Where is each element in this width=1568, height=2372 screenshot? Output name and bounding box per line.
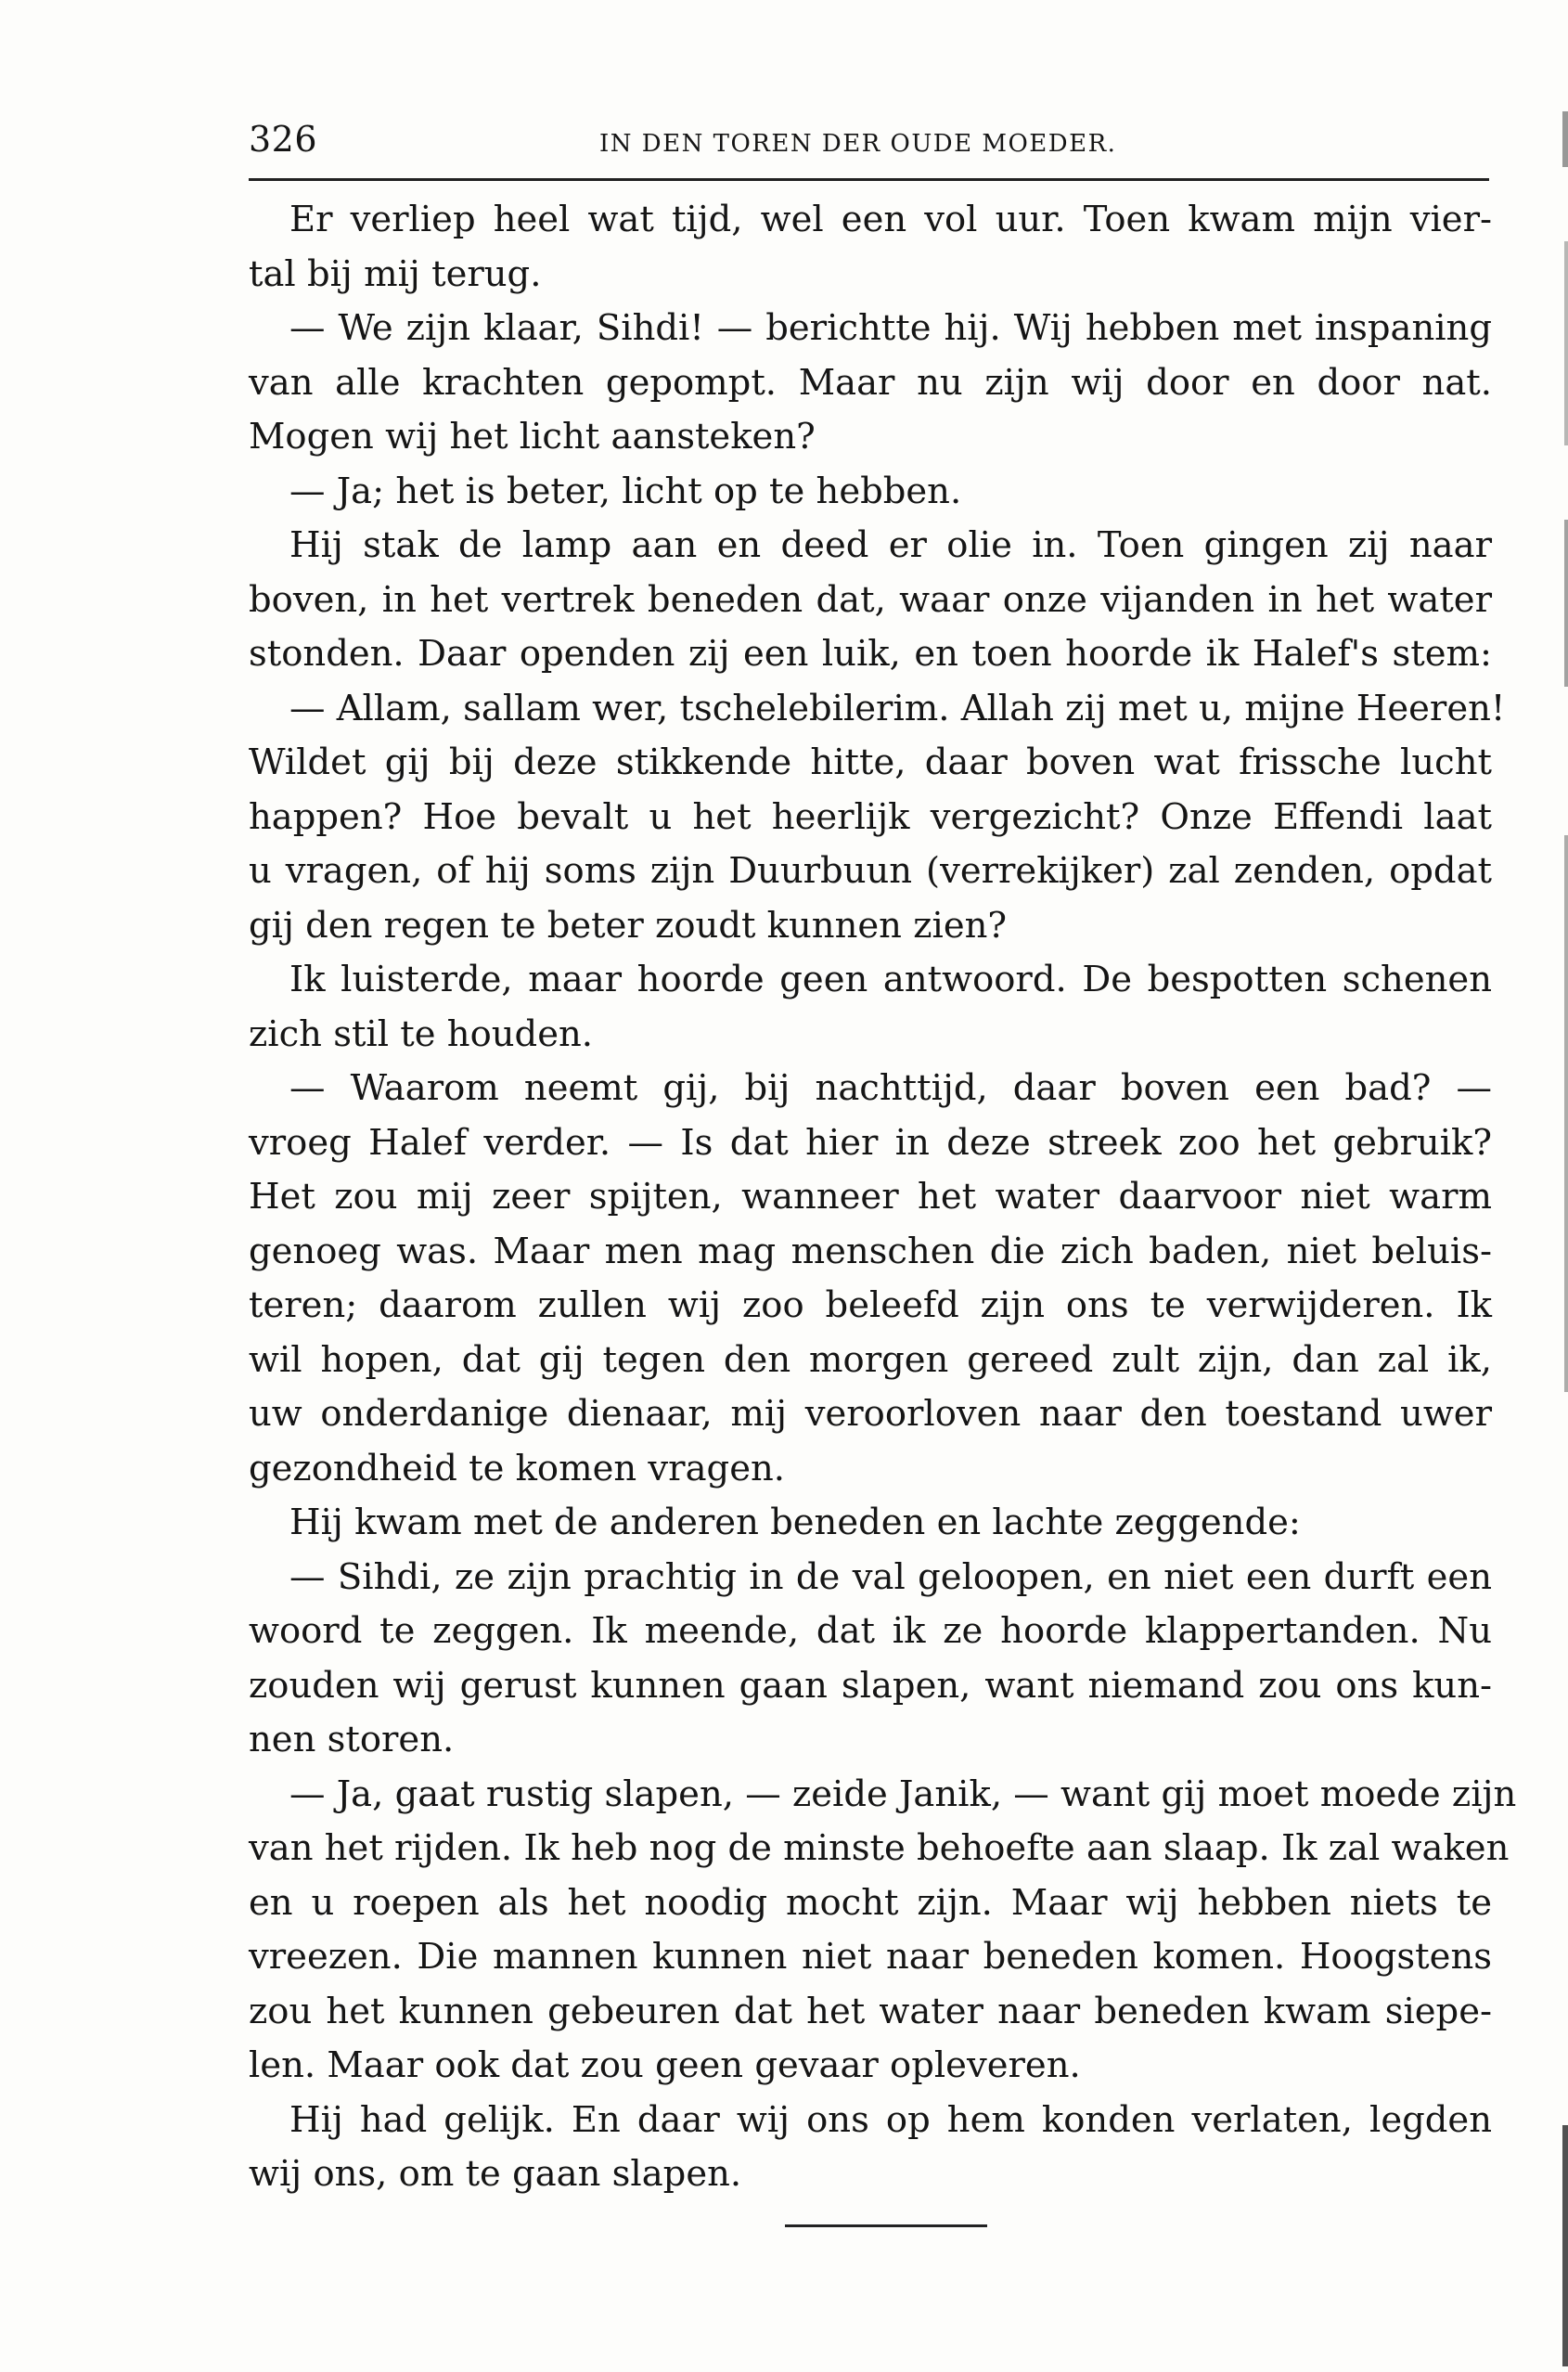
text-line: vreezen. Die mannen kunnen niet naar beneden komen. Hoogstens bbox=[249, 1936, 1492, 1978]
text-line: teren; daarom zullen wij zoo beleefd zijn ons te verwijderen. Ik bbox=[249, 1284, 1492, 1326]
text-line: u vragen, of hij soms zijn Duurbuun (verrekijker) zal zenden, opdat bbox=[249, 850, 1492, 892]
text-line: en u roepen als het noodig mocht zijn. Maar wij hebben niets te bbox=[249, 1881, 1492, 1924]
text-line: — Ja, gaat rustig slapen, — zeide Janik, — want gij moet moede zijn bbox=[289, 1773, 1517, 1815]
text-line: zich stil te houden. bbox=[249, 1012, 594, 1055]
text-line: happen? Hoe bevalt u het heerlijk vergezicht? Onze Effendi laat bbox=[249, 795, 1492, 838]
text-line: tal bij mij terug. bbox=[249, 252, 542, 295]
scan-edge-mark bbox=[1562, 2125, 1568, 2366]
text-line: Mogen wij het licht aansteken? bbox=[249, 416, 816, 458]
end-of-chapter-rule bbox=[785, 2224, 987, 2227]
text-line: van alle krachten gepompt. Maar nu zijn wij door en door nat. bbox=[249, 361, 1492, 404]
text-line: gezondheid te komen vragen. bbox=[249, 1447, 786, 1489]
text-line: zouden wij gerust kunnen gaan slapen, want niemand zou ons kun- bbox=[249, 1664, 1492, 1707]
text-line: stonden. Daar openden zij een luik, en toen hoorde ik Halef's stem: bbox=[249, 633, 1492, 675]
text-line: Hij had gelijk. En daar wij ons op hem konden verlaten, legden bbox=[289, 2098, 1492, 2141]
text-line: wij ons, om te gaan slapen. bbox=[249, 2153, 742, 2195]
text-line: — We zijn klaar, Sihdi! — berichtte hij. Wij hebben met inspaning bbox=[289, 307, 1492, 349]
text-line: woord te zeggen. Ik meende, dat ik ze hoorde klappertanden. Nu bbox=[249, 1610, 1492, 1652]
scan-edge-mark bbox=[1562, 111, 1568, 167]
scan-edge-mark bbox=[1564, 835, 1568, 1392]
text-line: Er verliep heel wat tijd, wel een vol uur. Toen kwam mijn vier- bbox=[289, 199, 1492, 240]
text-line: Het zou mij zeer spijten, wanneer het water daarvoor niet warm bbox=[249, 1176, 1492, 1218]
text-line: Wildet gij bij deze stikkende hitte, daar boven wat frissche lucht bbox=[249, 741, 1492, 783]
scan-edge-mark bbox=[1564, 520, 1568, 687]
text-line: boven, in het vertrek beneden dat, waar onze vijanden in het water bbox=[249, 578, 1492, 621]
text-line: — Waarom neemt gij, bij nachttijd, daar boven een bad? — bbox=[289, 1067, 1492, 1109]
text-line: — Ja; het is beter, licht op te hebben. bbox=[289, 470, 962, 512]
text-line: Ik luisterde, maar hoorde geen antwoord. De bespotten schenen bbox=[289, 959, 1492, 1000]
text-line: nen storen. bbox=[249, 1719, 455, 1760]
text-line: Hij stak de lamp aan en deed er olie in. Toen gingen zij naar bbox=[289, 524, 1492, 566]
text-line: len. Maar ook dat zou geen gevaar opleveren. bbox=[249, 2044, 1081, 2086]
scan-edge-mark bbox=[1564, 241, 1568, 445]
text-line: Hij kwam met de anderen beneden en lachte zeggende: bbox=[289, 1502, 1301, 1543]
text-line: — Allam, sallam wer, tschelebilerim. Allah zij met u, mijne Heeren! bbox=[289, 687, 1506, 729]
text-line: vroeg Halef verder. — Is dat hier in deze streek zoo het gebruik? bbox=[249, 1121, 1492, 1164]
body-text bbox=[249, 193, 1517, 2202]
text-line: van het rijden. Ik heb nog de minste behoefte aan slaap. Ik zal waken bbox=[249, 1827, 1510, 1869]
text-line: genoeg was. Maar men mag menschen die zich baden, niet beluis- bbox=[249, 1230, 1492, 1272]
page-header bbox=[249, 111, 1492, 167]
text-line: uw onderdanige dienaar, mij veroorloven naar den toestand uwer bbox=[249, 1393, 1492, 1435]
text-line: zou het kunnen gebeuren dat het water naar beneden kwam siepe- bbox=[249, 1990, 1492, 2032]
page-number: 326 bbox=[249, 119, 318, 160]
header-rule bbox=[249, 178, 1489, 181]
text-line: wil hopen, dat gij tegen den morgen gereed zult zijn, dan zal ik, bbox=[249, 1338, 1492, 1381]
text-line: — Sihdi, ze zijn prachtig in de val geloopen, en niet een durft een bbox=[289, 1555, 1492, 1598]
text-line: gij den regen te beter zoudt kunnen zien? bbox=[249, 904, 1008, 947]
running-head: IN DEN TOREN DER OUDE MOEDER. bbox=[599, 130, 1117, 158]
